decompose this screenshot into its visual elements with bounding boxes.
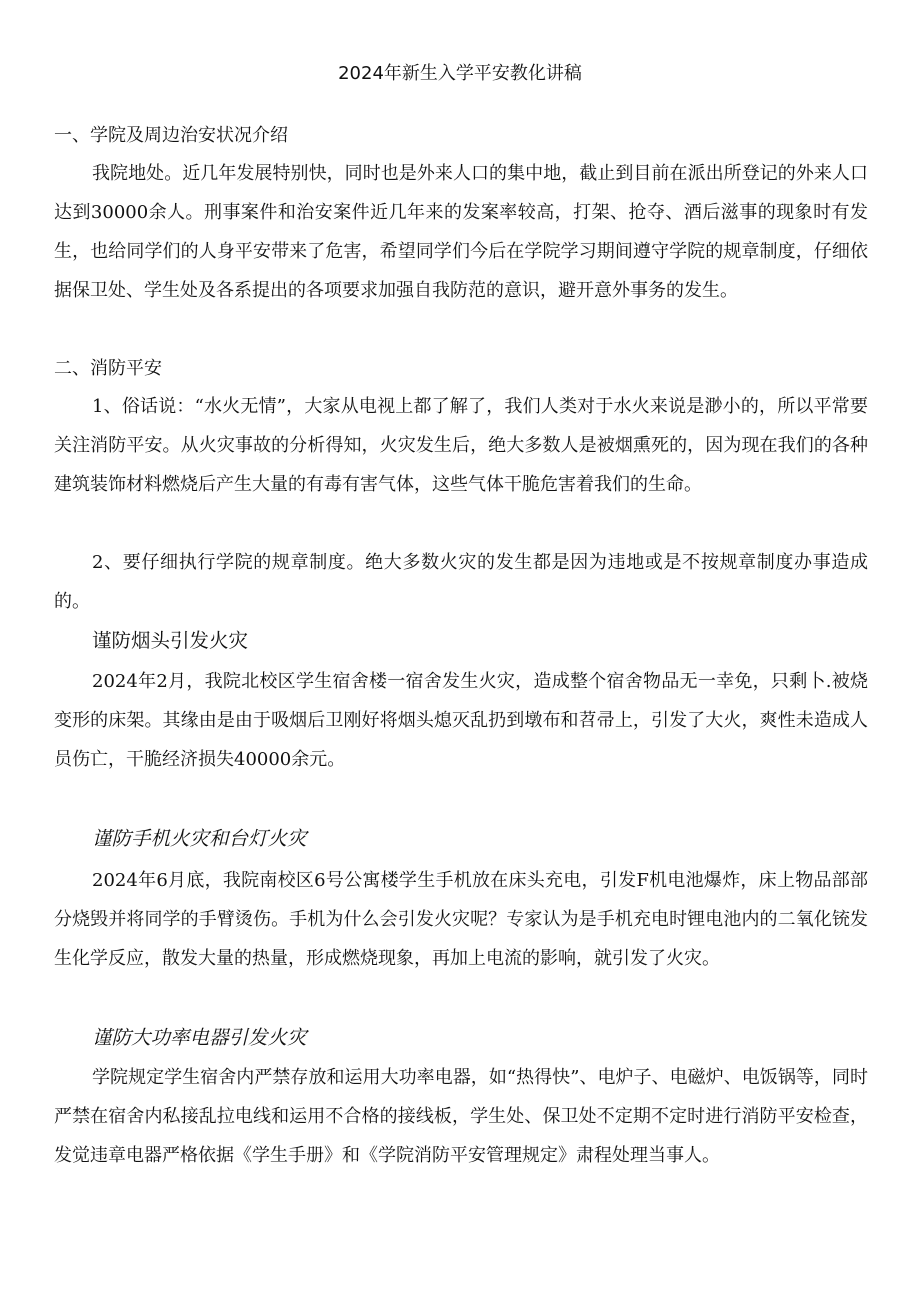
section-heading-fire-safety: 二、消防平安 xyxy=(54,358,162,379)
paragraph-phone-fire: 2024年6月底，我院南校区6号公寓楼学生手机放在床头充电，引发F机电池爆炸，床上物品部部分烧毁并将同学的手臂烫伤。手机为什么会引发火灾呢？专家认为是手机充电时锂电池内的二氧化铳发生化学反应，散发大量的热量，形成燃烧现象，再加上电流的影响，就引发了火灾。 xyxy=(54,870,868,969)
paragraph-fire-safety-1: 1、俗话说：“水火无情”，大家从电视上都了解了，我们人类对于水火来说是渺小的，所以平常要关注消防平安。从火灾事故的分析得知，火灾发生后，绝大多数人是被烟熏死的，因为现在我们的各种建筑装饰材料燃烧后产生大量的有毒有害气体，这些气体干脆危害着我们的生命。 xyxy=(54,396,868,495)
page-title: 2024年新生入学平安教化讲稿 xyxy=(338,63,582,84)
paragraph-appliance-fire: 学院规定学生宿舍内严禁存放和运用大功率电器，如“热得快”、电炉子、电磁炉、电饭锅等，同时严禁在宿舍内私接乱拉电线和运用不合格的接线板，学生处、保卫处不定期不定时进行消防平安检查，发觉违章电器严格依据《学生手册》和《学院消防平安管理规定》肃程处理当事人。 xyxy=(54,1067,868,1166)
subheading-appliance-fire: 谨防大功率电器引发火灾 xyxy=(92,1026,307,1049)
subheading-phone-lamp-fire: 谨防手机火灾和台灯火灾 xyxy=(92,827,307,850)
paragraph-cigarette-fire: 2024年2月，我院北校区学生宿舍楼一宿舍发生火灾，造成整个宿舍物品无一幸免，只剩卜.被烧变形的床架。其缘由是由于吸烟后卫刚好将烟头熄灭乱扔到墩布和苕帚上，引发了大火，爽性未造成人员伤亡，干脆经济损失40000余元。 xyxy=(54,671,868,770)
paragraph-fire-safety-2: 2、要仔细执行学院的规章制度。绝大多数火灾的发生都是因为违地或是不按规章制度办事造成的。 xyxy=(54,552,868,612)
subheading-cigarette-fire: 谨防烟头引发火灾 xyxy=(92,629,249,652)
section-heading-security: 一、学院及周边治安状况介绍 xyxy=(54,125,288,146)
paragraph-security: 我院地处。近几年发展特别快，同时也是外来人口的集中地，截止到目前在派出所登记的外来人口达到30000余人。刑事案件和治安案件近几年来的发案率较高，打架、抢夺、酒后滋事的现象时有发生，也给同学们的人身平安带来了危害，希望同学们今后在学院学习期间遵守学院的规章制度，仔细依据保卫处、学生处及各系提出的各项要求加强自我防范的意识，避开意外事务的发生。 xyxy=(54,163,868,301)
